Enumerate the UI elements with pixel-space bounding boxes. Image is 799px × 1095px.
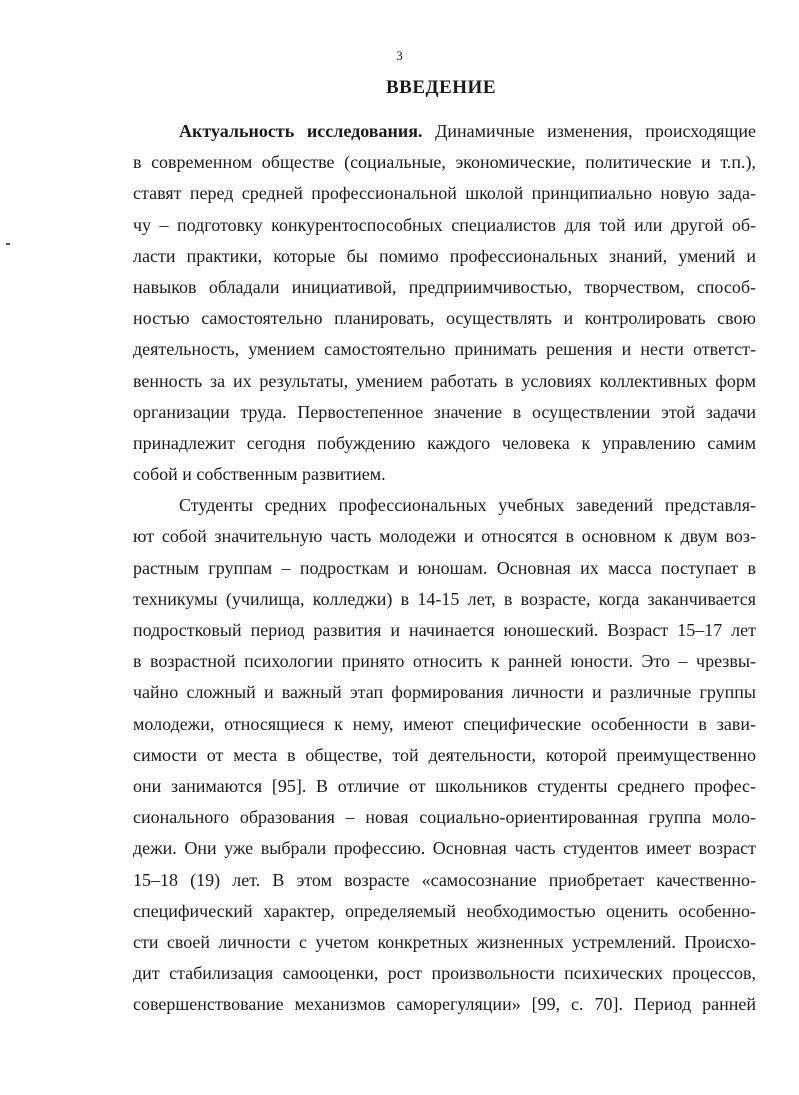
paragraph-line: чу – подготовку конкурентоспособных специалистов для той или другой об- [133, 214, 756, 235]
paragraph-line: подростковый период развития и начинается юношеский. Возраст 15–17 лет [133, 620, 756, 640]
paragraph-line: специфический характер, определяемый необходимостью оценить особенно- [133, 900, 756, 921]
paragraph-line: совершенствование механизмов саморегуляции» [99, с. 70]. Период ранней [133, 994, 756, 1015]
paragraph-line: навыков обладали инициативой, предприимчивостью, творчеством, способ- [133, 276, 756, 297]
page-title: ВВЕДЕНИЕ [386, 77, 496, 98]
paragraph-line: Студенты средних профессиональных учебных заведений представля- [179, 495, 756, 516]
body-text [133, 116, 756, 1020]
paragraph-line: ют собой значительную часть молодежи и относятся в основном к двум воз- [133, 526, 756, 547]
paragraph-line: принадлежит сегодня побуждению каждого человека к управлению самим [133, 432, 756, 453]
paragraph-line: ностью самостоятельно планировать, осуществлять и контролировать свою [133, 308, 756, 329]
paragraph-line: чайно сложный и важный этап формирования личности и различные группы [133, 682, 756, 703]
paragraph-line: в современном обществе (социальные, экономические, политические и т.п.), [133, 152, 756, 173]
paragraph-line: венность за их результаты, умением работать в условиях коллективных форм [133, 370, 756, 391]
paragraph-relevance [133, 116, 756, 490]
paragraph-line [133, 116, 756, 147]
paragraph-line: дежи. Они уже выбрали профессию. Основная часть студентов имеет возраст [133, 838, 756, 859]
lead-in-heading: Актуальность исследования. [179, 121, 423, 141]
paragraph-line: дит стабилизация самооценки, рост произвольности психических процессов, [133, 963, 756, 984]
paragraph-line: сионального образования – новая социально-ориентированная группа моло- [133, 807, 756, 828]
paragraph-line: ставят перед средней профессиональной школой принципиально новую зада- [133, 183, 756, 204]
paragraph-line: они занимаются [95]. В отличие от школьников студенты среднего профес- [133, 775, 756, 796]
paragraph-line: сти своей личности с учетом конкретных жизненных устремлений. Происхо- [133, 931, 756, 952]
paragraph-line: организации труда. Первостепенное значение в осуществлении этой задачи [133, 401, 756, 422]
paragraph-line: молодежи, относящиеся к нему, имеют специфические особенности в зави- [133, 713, 756, 734]
margin-mark [6, 243, 10, 245]
paragraph-line: в возрастной психологии принято относить к ранней юности. Это – чрезвы- [133, 651, 756, 672]
paragraph-line: 15–18 (19) лет. В этом возрасте «самосознание приобретает качественно- [133, 869, 756, 890]
paragraph-line: симости от места в обществе, той деятельности, которой преимущественно [133, 744, 756, 765]
paragraph-text: Динамичные изменения, происходящие [422, 121, 757, 141]
paragraph-line: деятельность, умением самостоятельно принимать решения и нести ответст- [133, 339, 756, 360]
paragraph-line: техникумы (училища, колледжи) в 14-15 лет, в возрасте, когда заканчивается [133, 588, 756, 609]
paragraph-line: растным группам – подросткам и юношам. Основная их масса поступает в [133, 557, 756, 578]
page-number: 3 [396, 48, 403, 63]
paragraph-line: ласти практики, которые бы помимо профессиональных знаний, умений и [133, 245, 756, 266]
paragraph-students [133, 490, 756, 1020]
paragraph-line: собой и собственным развитием. [133, 464, 386, 485]
